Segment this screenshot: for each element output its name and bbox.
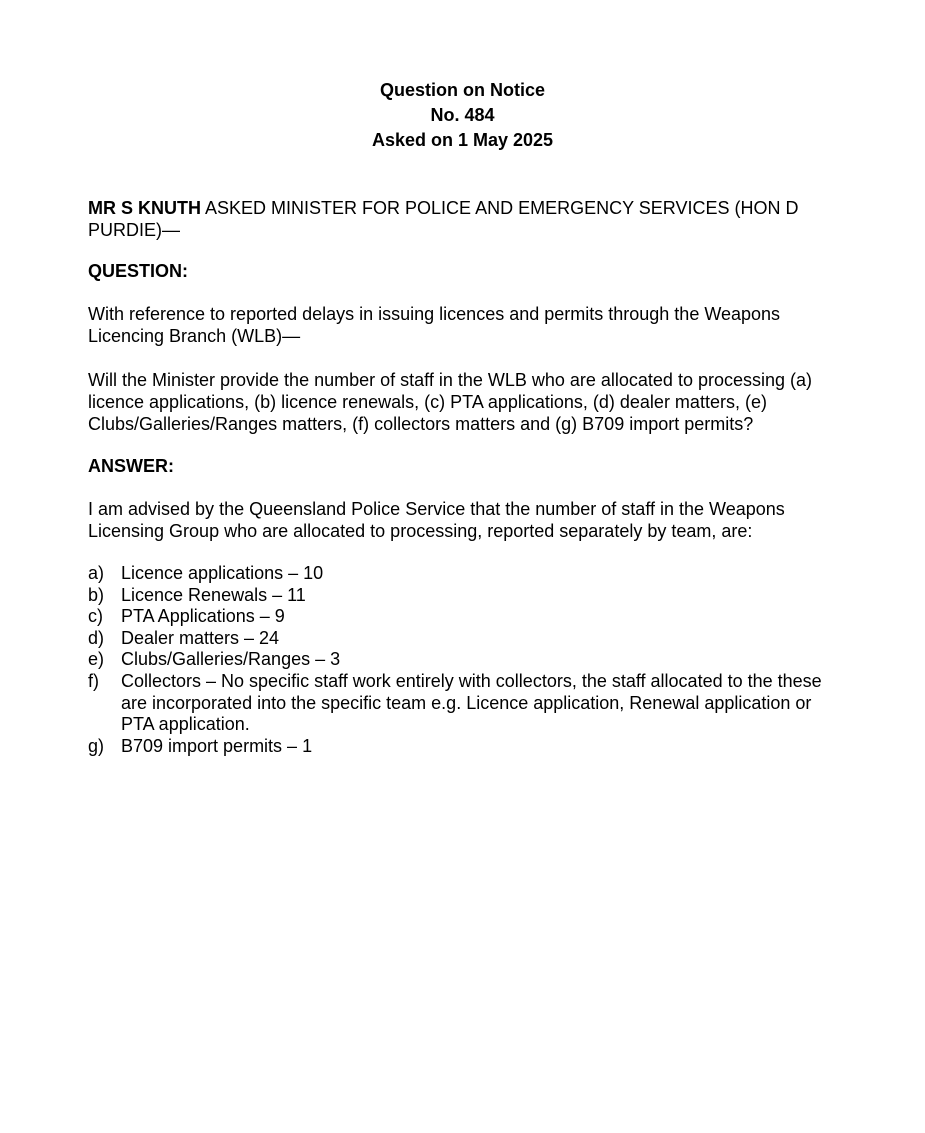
asker-name: MR S KNUTH — [88, 198, 201, 218]
question-paragraph-2: Will the Minister provide the number of staff in the WLB who are allocated to processing (a) licence applications, (b) licence renewals, (c) PTA applications, (d) dealer matters, (e) Clubs/Galleries/Ranges matters, (f) collectors matters and (g) B709 import permits? — [88, 370, 813, 434]
document-title: Question on Notice — [379, 80, 545, 100]
list-item — [88, 628, 848, 650]
list-item-text: Clubs/Galleries/Ranges – 3 — [121, 649, 341, 670]
list-marker: e) — [88, 649, 105, 670]
asker-text: ASKED MINISTER FOR POLICE AND EMERGENCY SERVICES (HON D PURDIE)— — [88, 198, 799, 240]
question-heading: QUESTION: — [88, 261, 189, 281]
list-item — [88, 585, 848, 607]
list-item — [88, 649, 848, 671]
asked-date: Asked on 1 May 2025 — [371, 130, 554, 150]
list-marker: g) — [88, 735, 105, 756]
question-paragraph-1: With reference to reported delays in issuing licences and permits through the Weapons Licencing Branch (WLB)— — [88, 304, 781, 346]
list-item-text: PTA Applications – 9 — [121, 606, 285, 627]
list-item-text: Licence Renewals – 11 — [121, 584, 306, 605]
list-marker: b) — [88, 584, 105, 605]
list-item-text: Collectors – No specific staff work entirely with collectors, the staff allocated to the these are incorporated into the specific team e.g. Licence application, Renewal application or PTA application. — [121, 670, 822, 735]
list-item-text: B709 import permits – 1 — [121, 735, 313, 756]
list-marker: c) — [88, 606, 103, 627]
list-marker: a) — [88, 563, 105, 583]
list-item — [88, 563, 848, 585]
question-number: No. 484 — [430, 105, 495, 125]
list-item-text: Dealer matters – 24 — [121, 627, 280, 648]
list-item-text: Licence applications – 10 — [121, 563, 324, 583]
list-item — [88, 671, 848, 736]
asker-line — [88, 197, 848, 241]
document-header — [0, 78, 925, 153]
list-item — [88, 606, 848, 628]
list-item — [88, 736, 848, 758]
answer-paragraph: I am advised by the Queensland Police Service that the number of staff in the Weapons Licensing Group who are allocated to processing, reported separately by team, are: — [88, 499, 785, 541]
answer-heading: ANSWER: — [88, 456, 174, 476]
answer-list — [88, 563, 848, 757]
list-marker: d) — [88, 627, 105, 648]
list-marker: f) — [88, 670, 99, 691]
